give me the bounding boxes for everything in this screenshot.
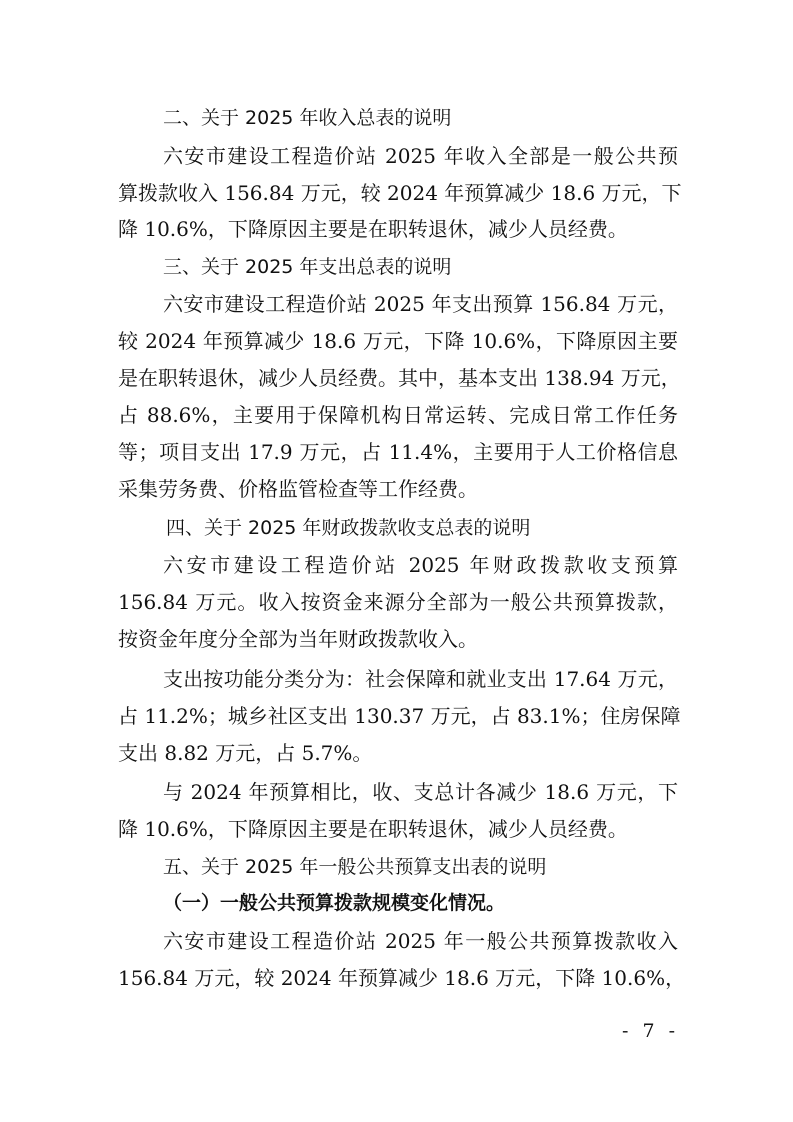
page-number: - 7 - bbox=[622, 1020, 680, 1042]
paragraph-line: 占 88.6%，主要用于保障机构日常运转、完成日常工作任务 bbox=[118, 403, 678, 427]
paragraph-line: 是在职转退休，减少人员经费。其中，基本支出 138.94 万元， bbox=[118, 366, 681, 390]
section-heading-general-public-budget: 五、关于 2025 年一般公共预算支出表的说明 bbox=[163, 856, 547, 878]
paragraph-line: 占 11.2%；城乡社区支出 130.37 万元，占 83.1%；住房保障 bbox=[118, 704, 681, 728]
paragraph-line: 等；项目支出 17.9 万元，占 11.4%，主要用于人工价格信息 bbox=[118, 440, 678, 464]
paragraph-line: 与 2024 年预算相比，收、支总计各减少 18.6 万元，下 bbox=[163, 780, 678, 804]
paragraph-line: 六安市建设工程造价站 2025 年一般公共预算拨款收入 bbox=[163, 929, 678, 953]
section-heading-income-summary: 二、关于 2025 年收入总表的说明 bbox=[163, 107, 452, 129]
paragraph-line: 算拨款收入 156.84 万元，较 2024 年预算减少 18.6 万元，下 bbox=[118, 181, 682, 205]
paragraph-line: 采集劳务费、价格监管检查等工作经费。 bbox=[118, 477, 478, 501]
paragraph-line: 降 10.6%，下降原因主要是在职转退休，减少人员经费。 bbox=[118, 217, 628, 241]
paragraph-line: 支出按功能分类分为：社会保障和就业支出 17.64 万元， bbox=[163, 667, 678, 691]
paragraph-line: 六安市建设工程造价站 2025 年支出预算 156.84 万元， bbox=[163, 292, 678, 316]
subsection-heading-scale-change: （一）一般公共预算拨款规模变化情况。 bbox=[163, 892, 506, 914]
section-heading-expenditure-summary: 三、关于 2025 年支出总表的说明 bbox=[163, 256, 452, 278]
paragraph-line: 支出 8.82 万元，占 5.7%。 bbox=[118, 741, 373, 765]
paragraph-line: 六安市建设工程造价站 2025 年收入全部是一般公共预 bbox=[163, 144, 678, 168]
paragraph-line: 按资金年度分全部为当年财政拨款收入。 bbox=[118, 627, 478, 651]
paragraph-line: 156.84 万元，较 2024 年预算减少 18.6 万元，下降 10.6%， bbox=[118, 966, 686, 990]
paragraph-line: 156.84 万元。收入按资金来源分全部为一般公共预算拨款， bbox=[118, 590, 678, 614]
section-heading-fiscal-appropriation: 四、关于 2025 年财政拨款收支总表的说明 bbox=[166, 517, 531, 539]
paragraph-line: 降 10.6%，下降原因主要是在职转退休，减少人员经费。 bbox=[118, 817, 628, 841]
paragraph-line: 较 2024 年预算减少 18.6 万元，下降 10.6%，下降原因主要 bbox=[118, 329, 678, 353]
paragraph-line: 六安市建设工程造价站 2025 年财政拨款收支预算 bbox=[163, 553, 678, 577]
